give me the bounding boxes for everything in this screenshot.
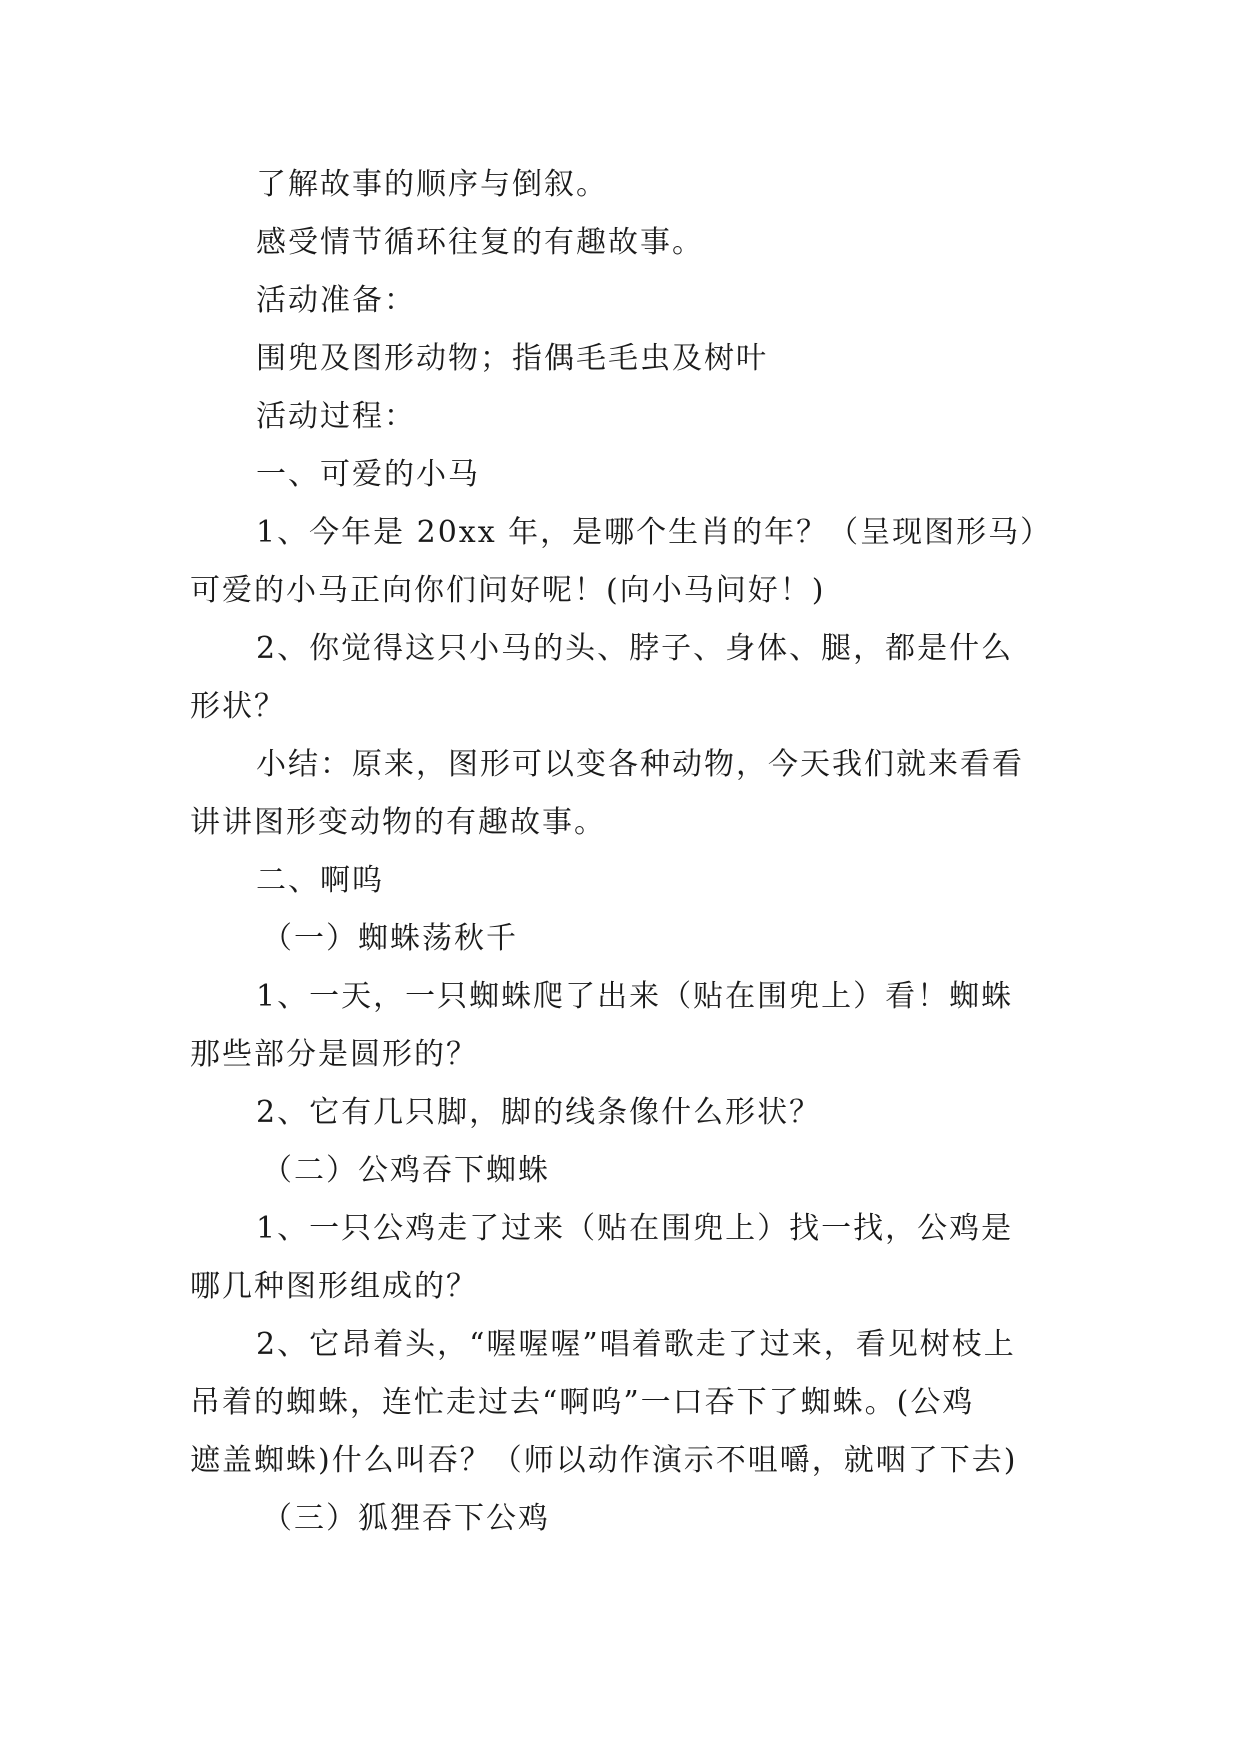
subsection-heading: （一）蜘蛛荡秋千 (262, 921, 518, 956)
paragraph-line: 1、一天，一只蜘蛛爬了出来（贴在围兜上）看！蜘蛛 (256, 979, 1014, 1014)
paragraph-line: 2、你觉得这只小马的头、脖子、身体、腿，都是什么 (256, 631, 1014, 666)
paragraph-line: 讲讲图形变动物的有趣故事。 (190, 805, 606, 840)
paragraph-line: 那些部分是圆形的？ (190, 1037, 478, 1072)
section-label: 活动准备： (256, 283, 416, 318)
paragraph-line: 哪几种图形组成的？ (190, 1269, 478, 1304)
section-heading: 一、可爱的小马 (256, 457, 480, 492)
section-label: 活动过程： (256, 399, 416, 434)
paragraph-line: 围兜及图形动物；指偶毛毛虫及树叶 (256, 341, 768, 376)
paragraph-line: 2、它有几只脚，脚的线条像什么形状？ (256, 1095, 822, 1130)
subsection-heading: （三）狐狸吞下公鸡 (262, 1501, 550, 1536)
paragraph-line: 小结：原来，图形可以变各种动物，今天我们就来看看 (256, 747, 1024, 782)
paragraph-line: 2、它昂着头，“喔喔喔”唱着歌走了过来，看见树枝上 (256, 1327, 1016, 1362)
paragraph-line: 形状？ (190, 689, 286, 724)
subsection-heading: （二）公鸡吞下蜘蛛 (262, 1153, 550, 1188)
paragraph-line: 了解故事的顺序与倒叙。 (256, 167, 608, 202)
section-heading: 二、啊呜 (256, 863, 384, 898)
paragraph-line: 1、今年是 20xx 年，是哪个生肖的年？（呈现图形马） (256, 515, 1053, 550)
paragraph-line: 吊着的蜘蛛，连忙走过去“啊呜”一口吞下了蜘蛛。(公鸡 (190, 1385, 975, 1420)
paragraph-line: 遮盖蜘蛛)什么叫吞？（师以动作演示不咀嚼，就咽了下去) (190, 1443, 1018, 1478)
paragraph-line: 1、一只公鸡走了过来（贴在围兜上）找一找，公鸡是 (256, 1211, 1014, 1246)
paragraph-line: 感受情节循环往复的有趣故事。 (256, 225, 704, 260)
paragraph-line: 可爱的小马正向你们问好呢！(向小马问好！) (190, 573, 826, 608)
